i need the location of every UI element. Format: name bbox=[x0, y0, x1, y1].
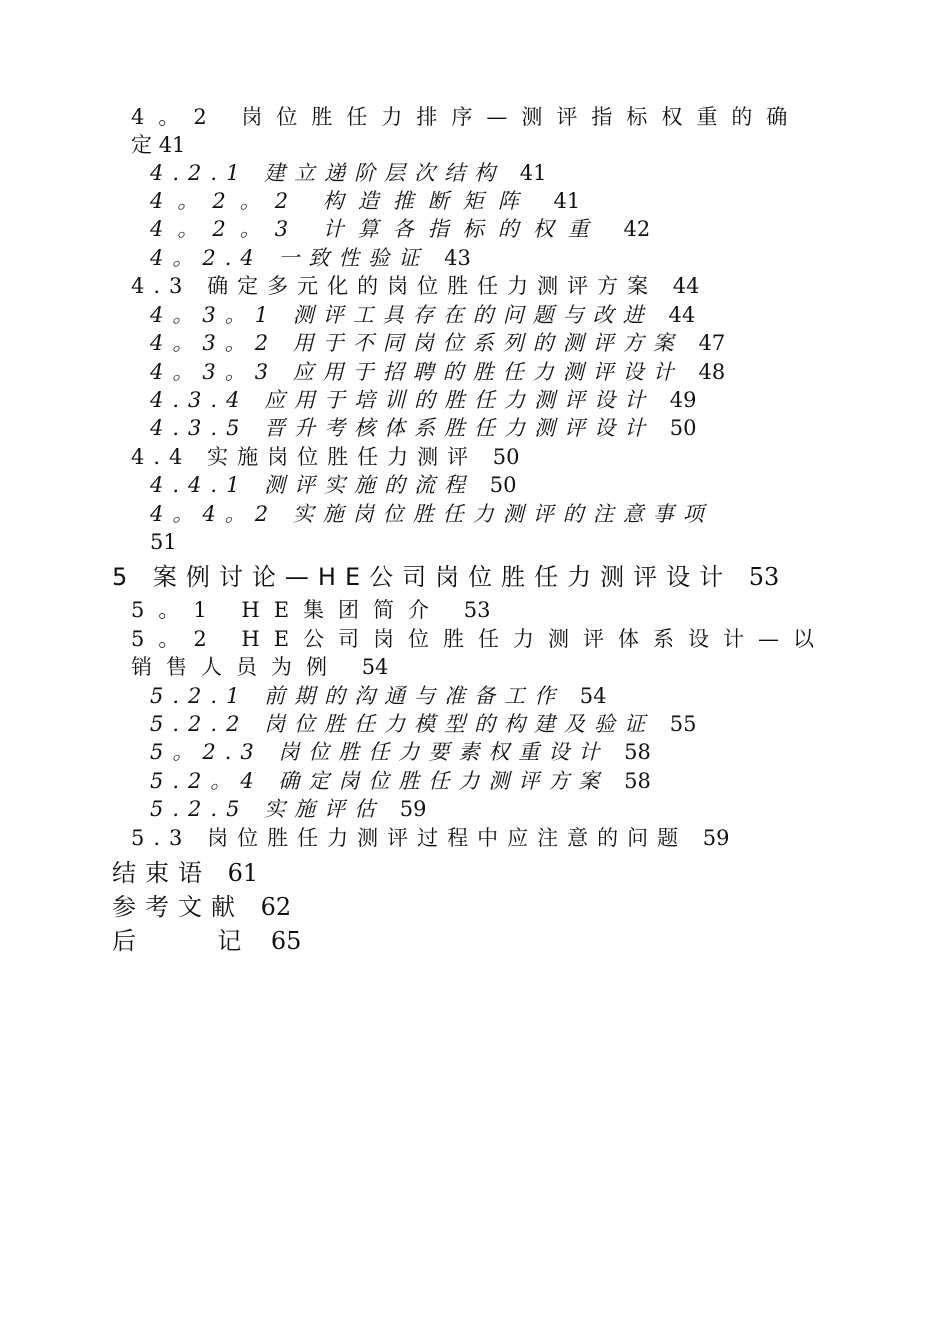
toc-page-number: 48 bbox=[698, 360, 726, 384]
toc-page-number: 49 bbox=[669, 388, 697, 412]
toc-entry-5-2-continued bbox=[131, 653, 388, 681]
toc-page-number: 58 bbox=[624, 769, 651, 793]
toc-entry-4-3-5 bbox=[150, 414, 697, 442]
toc-entry-4-3-1 bbox=[150, 301, 695, 329]
toc-entry-text: 4.3.5 晋升考核体系胜任力测评设计 bbox=[150, 416, 655, 440]
toc-entry-text: 4.2.1 建立递阶层次结构 bbox=[150, 161, 505, 185]
toc-page-number: 54 bbox=[579, 684, 607, 708]
toc-page-number: 58 bbox=[624, 740, 651, 764]
toc-conclusion bbox=[112, 857, 258, 889]
toc-page-number: 50 bbox=[489, 473, 517, 497]
toc-entry-text: 5 案例讨论—HE公司岗位胜任力测评设计 bbox=[112, 563, 733, 591]
toc-page-number: 51 bbox=[150, 530, 177, 554]
toc-page-number: 54 bbox=[361, 655, 389, 679]
toc-entry-4-3 bbox=[131, 272, 700, 300]
toc-entry-text: 5.2.1 前期的沟通与准备工作 bbox=[150, 684, 565, 708]
toc-page-number: 50 bbox=[669, 416, 697, 440]
toc-page-number: 41 bbox=[553, 189, 581, 213]
toc-page-number: 42 bbox=[623, 217, 651, 241]
toc-chapter-5 bbox=[112, 561, 779, 593]
toc-entry-4-4-1 bbox=[150, 471, 517, 499]
toc-page-number: 50 bbox=[492, 445, 520, 469]
toc-entry-5-2-2 bbox=[150, 710, 697, 738]
toc-references bbox=[112, 891, 291, 923]
toc-page-number: 41 bbox=[158, 133, 186, 157]
toc-entry-4-4 bbox=[131, 443, 520, 471]
toc-entry-4-4-2-continued bbox=[150, 528, 177, 556]
toc-entry-text: 5。2 HE公司岗位胜任力测评体系设计—以 bbox=[131, 627, 829, 651]
toc-page-number: 59 bbox=[702, 826, 730, 850]
toc-entry-text: 销售人员为例 bbox=[131, 655, 341, 679]
toc-entry-text: 定 bbox=[131, 133, 152, 157]
toc-entry-text: 4。3。1 测评工具存在的问题与改进 bbox=[150, 303, 653, 327]
toc-entry-4-2-3 bbox=[150, 215, 650, 243]
toc-entry-4-2 bbox=[131, 103, 801, 131]
toc-entry-text: 4。2 岗位胜任力排序—测评指标权重的确 bbox=[131, 105, 802, 129]
toc-afterword bbox=[112, 925, 301, 957]
toc-entry-5-1 bbox=[131, 596, 490, 624]
toc-entry-4-2-4 bbox=[150, 244, 471, 272]
toc-entry-text: 5.2.2 岗位胜任力模型的构建及验证 bbox=[150, 712, 655, 736]
toc-page-number: 43 bbox=[444, 246, 471, 270]
toc-entry-text: 后 记 bbox=[112, 927, 264, 955]
toc-entry-4-2-2 bbox=[150, 187, 580, 215]
toc-entry-5-2 bbox=[131, 625, 828, 653]
toc-entry-text: 4.3 确定多元化的岗位胜任力测评方案 bbox=[131, 274, 658, 298]
toc-entry-text: 5。2.3 岗位胜任力要素权重设计 bbox=[150, 740, 609, 764]
toc-entry-text: 4。2。2 构造推断矩阵 bbox=[150, 189, 533, 213]
toc-entry-4-2-1 bbox=[150, 159, 547, 187]
toc-page-number: 59 bbox=[399, 797, 427, 821]
toc-entry-text: 4.4 实施岗位胜任力测评 bbox=[131, 445, 478, 469]
toc-page-number: 61 bbox=[227, 859, 259, 887]
toc-entry-text: 5.2.5 实施评估 bbox=[150, 797, 385, 821]
toc-page-number: 65 bbox=[270, 927, 302, 955]
toc-entry-text: 参考文献 bbox=[112, 893, 244, 921]
toc-entry-4-3-3 bbox=[150, 358, 725, 386]
toc-page-number: 53 bbox=[748, 563, 780, 591]
toc-entry-text: 5。1 HE集团简介 bbox=[131, 598, 444, 622]
toc-page-number: 44 bbox=[668, 303, 696, 327]
toc-entry-5-3 bbox=[131, 824, 730, 852]
toc-page-number: 44 bbox=[672, 274, 700, 298]
toc-entry-5-2-4 bbox=[150, 767, 651, 795]
toc-entry-4-3-4 bbox=[150, 386, 697, 414]
toc-entry-4-2-continued bbox=[131, 131, 185, 159]
toc-entry-text: 4。3。3 应用于招聘的胜任力测评设计 bbox=[150, 360, 683, 384]
toc-entry-5-2-5 bbox=[150, 795, 427, 823]
toc-entry-text: 4.4.1 测评实施的流程 bbox=[150, 473, 475, 497]
toc-page-number: 53 bbox=[463, 598, 491, 622]
toc-page-number: 41 bbox=[519, 161, 547, 185]
toc-page-number: 62 bbox=[260, 893, 292, 921]
toc-entry-text: 4。3。2 用于不同岗位系列的测评方案 bbox=[150, 331, 683, 355]
toc-entry-text: 5.2。4 确定岗位胜任力测评方案 bbox=[150, 769, 609, 793]
toc-entry-5-2-3 bbox=[150, 738, 651, 766]
toc-entry-text: 4.3.4 应用于培训的胜任力测评设计 bbox=[150, 388, 655, 412]
toc-entry-text: 4。4。2 实施岗位胜任力测评的注意事项 bbox=[150, 502, 713, 526]
toc-page-number: 47 bbox=[698, 331, 726, 355]
toc-entry-4-4-2 bbox=[150, 500, 713, 528]
toc-entry-text: 4。2.4 一致性验证 bbox=[150, 246, 429, 270]
toc-entry-text: 5.3 岗位胜任力测评过程中应注意的问题 bbox=[131, 826, 688, 850]
toc-entry-text: 4。2。3 计算各指标的权重 bbox=[150, 217, 603, 241]
toc-entry-4-3-2 bbox=[150, 329, 725, 357]
toc-entry-text: 结束语 bbox=[112, 859, 211, 887]
toc-entry-5-2-1 bbox=[150, 682, 607, 710]
toc-page-number: 55 bbox=[669, 712, 697, 736]
